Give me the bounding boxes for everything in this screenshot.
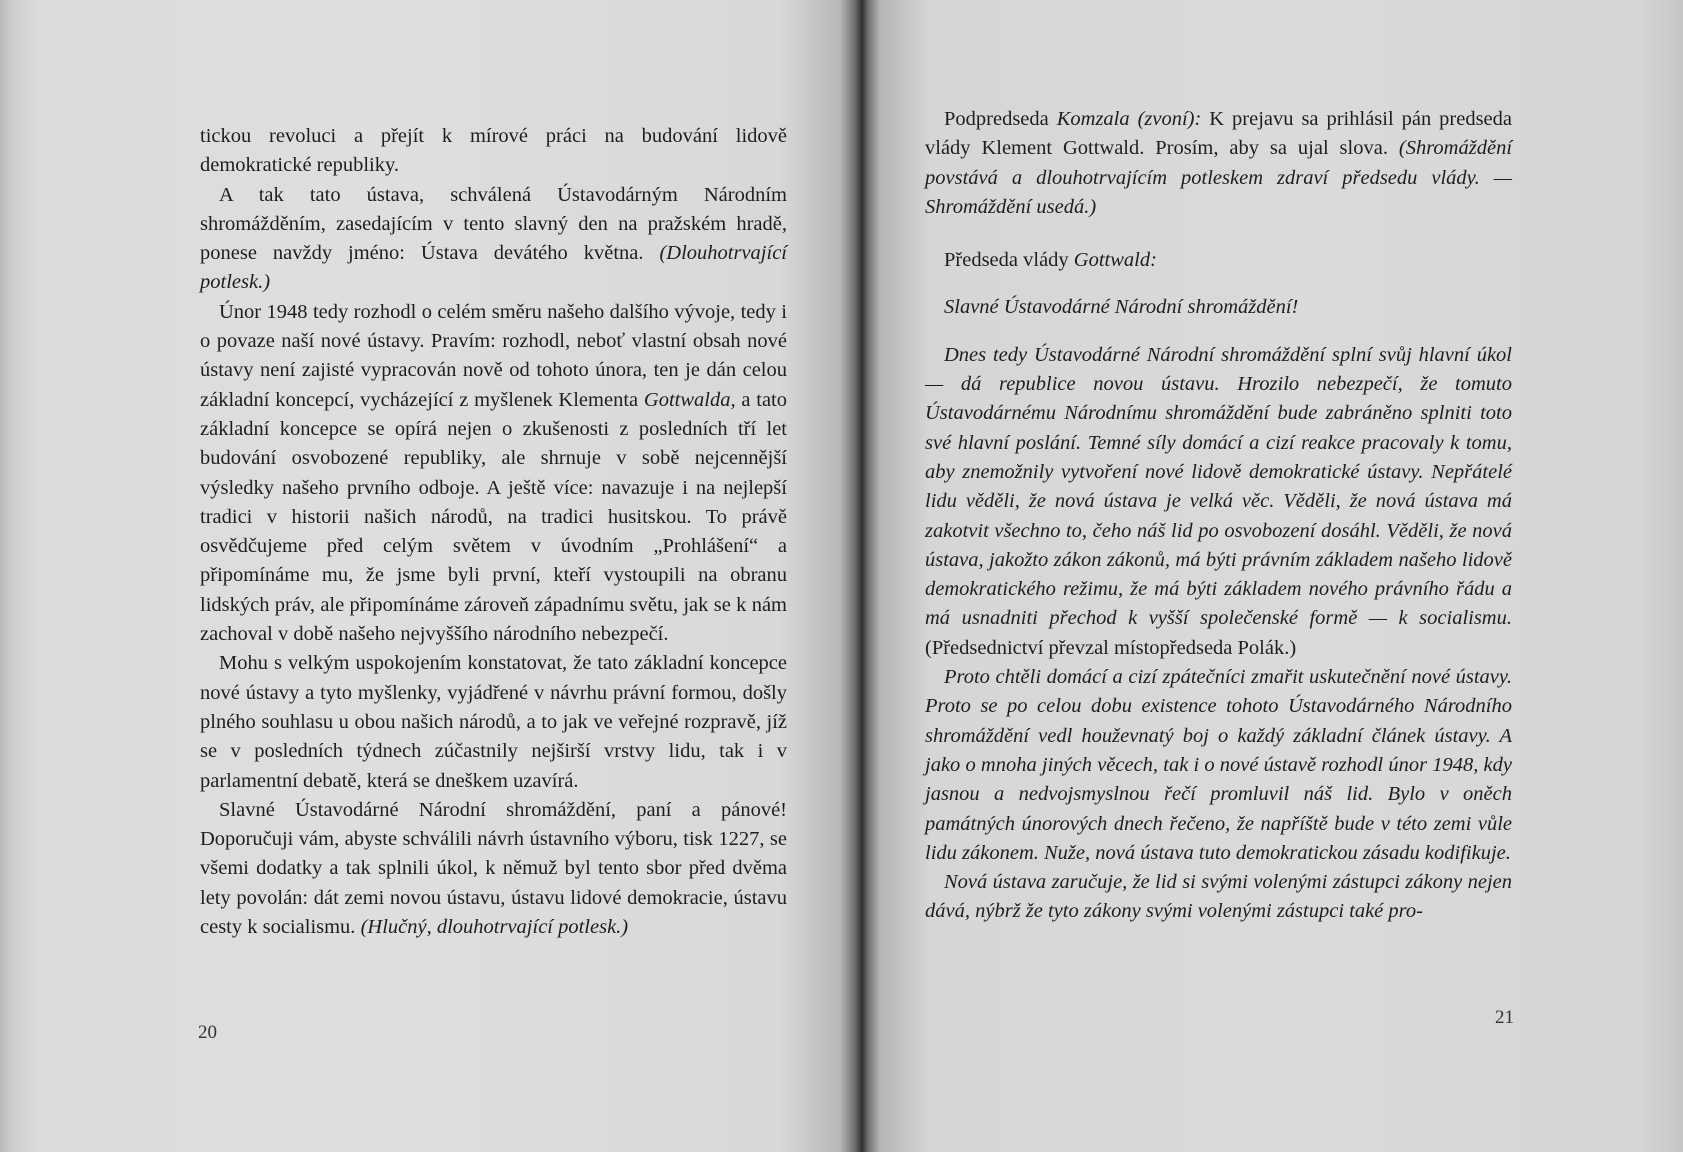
name-reference: Gottwalda, [643,388,736,411]
paragraph: Únor 1948 tedy rozhodl o celém směru našeho dalšího vývoje, tedy i o povaze naší nové ústavy. Pravím: rozhodl, neboť vlastní obsah nové ústavy není zajisté vypracován nově od tohoto února, ten je dán celou základní koncepcí, vycházející z myšlenek Klementa Gottwalda, a tato základní koncepce se opírá nejen o zkušenosti z posledních tří let budování osvobozené republiky, ale shrnuje v sobě nejcennější výsledky našeho prvního odboje. A ještě více: navazuje i na nejlepší tradici v historii našich národů, na tradici husitskou. To právě osvědčujeme před celým světem v úvodním „Prohlášení“ a připomínáme mu, že jsme byli první, kteří vystoupili na obranu lidských práv, ale připomínáme zároveň západnímu světu, jak se k nám zachoval v době našeho nejvyššího národního nebezpečí. [200,300,788,646]
paragraph: Dnes tedy Ústavodárné Národní shromáždění splní svůj hlavní úkol — dá republice novou ústavu. Hrozilo nebezpečí, že tomuto Ústavodárnému Národnímu shromáždění bude zabráněno splniti toto své hlavní poslání. Temné síly domácí a cizí reakce pracovaly k tomu, aby znemožnily vytvoření nové lidově demokratické ústavy. Nepřátelé lidu věděli, že nová ústava je velká věc. Věděli, že nová ústava má zakotvit všechno to, čeho náš lid po osvobození dosáhl. Věděli, že nová ústava, jakožto zákon zákonů, má býti právním základem našeho lidově demokratického režimu, že má býti základem nového právního řádu a má usnadniti přechod k vyšší společenské formě — k socialismu. (Předsednictví převzal místopředseda Polák.) [925,343,1512,659]
page-number: 20 [198,1022,217,1043]
stage-note: (Dlouhotrvající potlesk.) [200,242,787,294]
speaker-name: Komzala (zvoní): [1056,108,1202,130]
stage-note: (Předsednictví převzal místopředseda Polák.) [925,636,1297,659]
stage-note: (Shromáždění povstává a dlouhotrvajícím potleskem zdraví předsedu vlády. — Shromáždění usedá.) [925,137,1513,218]
page-number: 21 [1495,1007,1514,1028]
left-page-text [200,122,787,942]
paragraph: Mohu s velkým uspokojením konstatovat, že tato základní koncepce nové ústavy a tyto myšlenky, vyjádřené v návrhu právní formou, došly plného souhlasu u obou našich národů, a to jak ve veřejné rozpravě, jíž se v posledních týdnech zúčastnily nejširší vrstvy lidu, tak i v parlamentní debatě, která se dneškem uzavírá. [200,652,787,792]
right-page-text [925,105,1512,927]
speaker-heading: Předseda vlády Gottwald: [944,249,1157,272]
salutation: Slavné Ústavodárné Národní shromáždění! [944,296,1299,319]
right-page [868,0,1683,1152]
opening-paragraph: Podpredseda Komzala (zvoní): K prejavu sa prihlásil pán predseda vlády Klement Gottwald. Prosím, aby sa ujal slova. (Shromáždění povstává a dlouhotrvajícím potleskem zdraví předsedu vlády. — Shromáždění usedá.) [925,108,1513,218]
paragraph: Nová ústava zaručuje, že lid si svými volenými zástupci zákony nejen dává, nýbrž že tyto zákony svými volenými zástupci také pro- [925,871,1512,923]
speaker-name: Gottwald: [1073,249,1157,272]
stage-note: (Hlučný, dlouhotrvající potlesk.) [360,916,629,939]
paragraph: Proto chtěli domácí a cizí zpátečníci zmařit uskutečnění nové ústavy. Proto se po celou dobu existence tohoto Ústavodárného Národního shromáždění vedl houževnatý boj o každý základní článek ústavy. A jako o mnoha jiných věcech, tak i o nové ústavě rozhodl únor 1948, kdy jasnou a nedvojsmyslnou řečí promluvil náš lid. Bylo v oněch památných únorových dnech řečeno, že napříště bude v této zemi vůle lidu zákonem. Nuže, nová ústava tuto demokratickou zásadu kodifikuje. [925,666,1512,864]
paragraph: A tak tato ústava, schválená Ústavodárným Národním shromážděním, zasedajícím v tento slavný den na pražském hradě, ponese navždy jméno: Ústava devátého května. (Dlouhotrvající potlesk.) [200,183,787,294]
paragraph: Slavné Ústavodárné Národní shromáždění, paní a pánové! Doporučuji vám, abyste schválili návrh ústavního výboru, tisk 1227, se všemi dodatky a tak splnili úkol, k němuž byl tento sbor před dvěma lety povolán: dát zemi novou ústavu, ústavu lidové demokracie, ústavu cesty k socialismu. (Hlučný, dlouhotrvající potlesk.) [200,798,787,939]
paragraph: tickou revoluci a přejít k mírové práci na budování lidově demokratické republiky. [200,125,787,177]
